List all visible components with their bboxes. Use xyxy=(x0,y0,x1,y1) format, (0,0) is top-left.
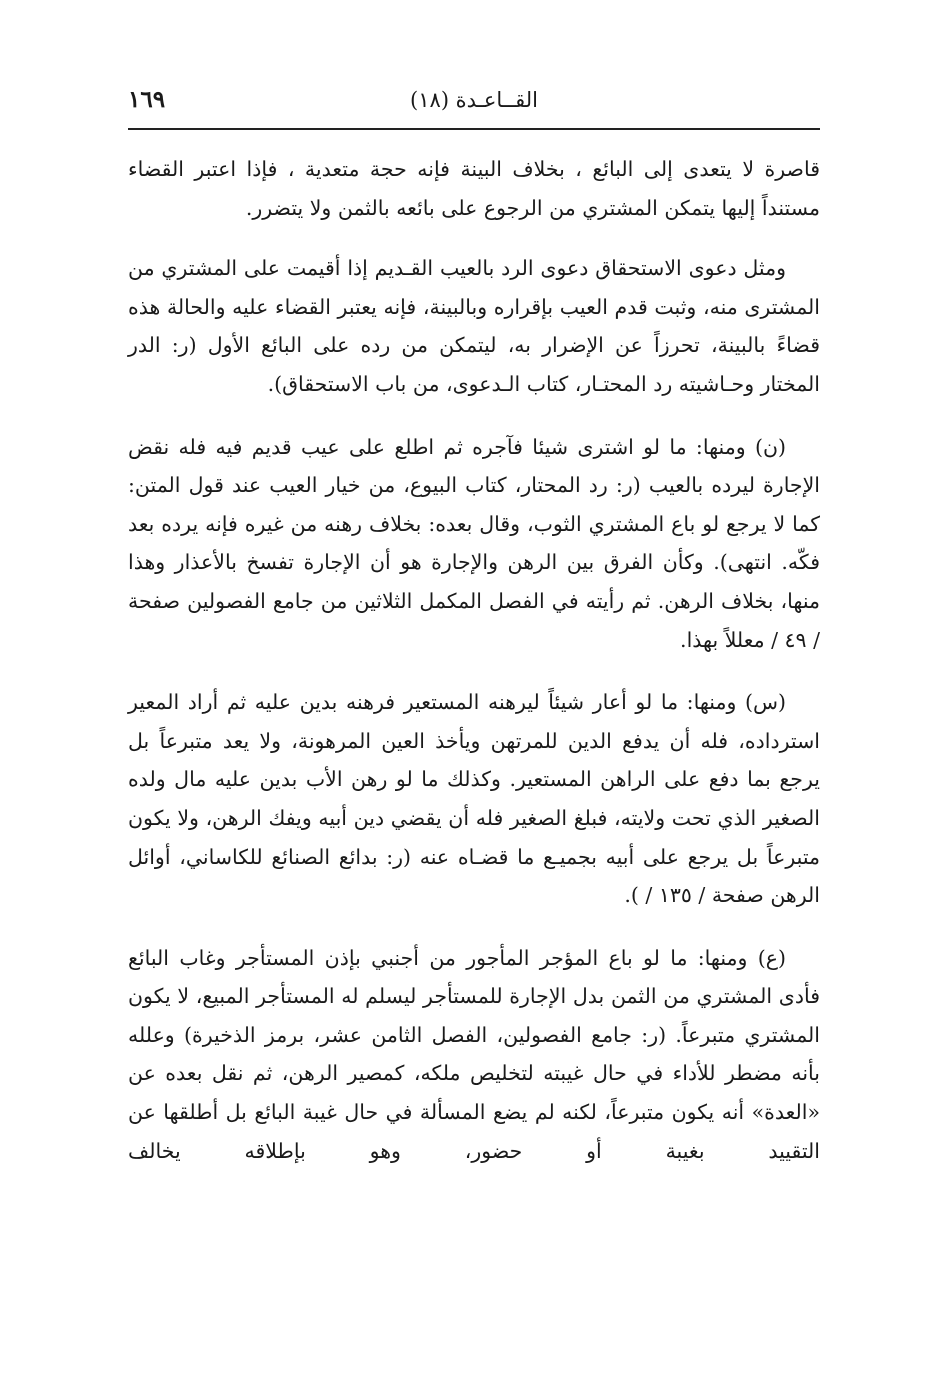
running-title: القــاعـدة (١٨) xyxy=(410,88,538,112)
page-header xyxy=(128,84,820,124)
paragraph-nun: (ن) ومنها: ما لو اشترى شيئا فآجره ثم اطلع على عيب قديم فيه فله نقض الإجارة ليرده بالعيب (ر: رد المحتار، كتاب البيوع، من خيار العيب عند قول المتن: كما لا يرجع لو باع المشتري الثوب، وقال بعده: بخلاف رهنه من غيره فإنه يرده بعد فكّه. انتهى). وكأن الفرق بين الرهن والإجارة هو أن الإجارة تفسخ بالأعذار وهذا منها، بخلاف الرهن. ثم رأيته في الفصل المكمل الثلاثين من جامع الفصولين صفحة / ٤٩ / معللاً بهذا. xyxy=(128,434,820,652)
paragraph-continuation: قاصرة لا يتعدى إلى البائع ، بخلاف البينة فإنه حجة متعدية ، فإذا اعتبر القضاء مستنداً إليها يتمكن المشتري من الرجوع على بائعه بالثمن ولا يتضرر. xyxy=(128,157,820,220)
paragraph-sin: (س) ومنها: ما لو أعار شيئاً ليرهنه المستعير فرهنه بدين عليه ثم أراد المعير استرداده، فله أن يدفع الدين للمرتهن ويأخذ العين المرهونة، ولا يعد متبرعاً بل يرجع بما دفع على الراهن المستعير. وكذلك ما لو رهن الأب بدين عليه مال ولده الصغير الذي تحت ولايته، فبلغ الصغير فله أن يقضي دين أبيه ويفك الرهن، ولا يكون متبرعاً بل يرجع على أبيه بجميـع ما قضـاه عنه (ر: بدائع الصنائع للكاساني، أوائل الرهن صفحة / ١٣٥ / ). xyxy=(128,690,820,908)
paragraph-istihqaq: ومثل دعوى الاستحقاق دعوى الرد بالعيب القـديم إذا أقيمت على المشتري من المشترى منه، وثبت قدم العيب بإقراره وبالبينة، فإنه يعتبر القضاء عليه والحالة هذه قضاءً بالبينة، تحرزاً عن الإضرار به، ليتمكن من رده على البائع الأول (ر: الدر المختار وحـاشيته رد المحتـار، كتاب الـدعوى، من باب الاستحقاق). xyxy=(128,256,820,396)
body-text xyxy=(128,150,820,1170)
header-rule xyxy=(128,128,820,130)
page-number: ١٦٩ xyxy=(128,86,166,113)
paragraph-ayn: (ع) ومنها: ما لو باع المؤجر المأجور من أجنبي بإذن المستأجر وغاب البائع فأدى المشتري من الثمن بدل الإجارة للمستأجر ليسلم له المستأجر المبيع، لا يكون المشتري متبرعاً. (ر: جامع الفصولين، الفصل الثامن عشر، برمز الذخيرة) وعلله بأنه مضطر للأداء في حال غيبته لتخليص ملكه، كمصير الرهن، ثم نقل بعده عن «العدة» أنه يكون متبرعاً، لكنه لم يضع المسألة في حال غيبة البائع بل أطلقها عن التقييد بغيبة أو حضور، وهو بإطلاقه يخالف xyxy=(128,945,820,1163)
